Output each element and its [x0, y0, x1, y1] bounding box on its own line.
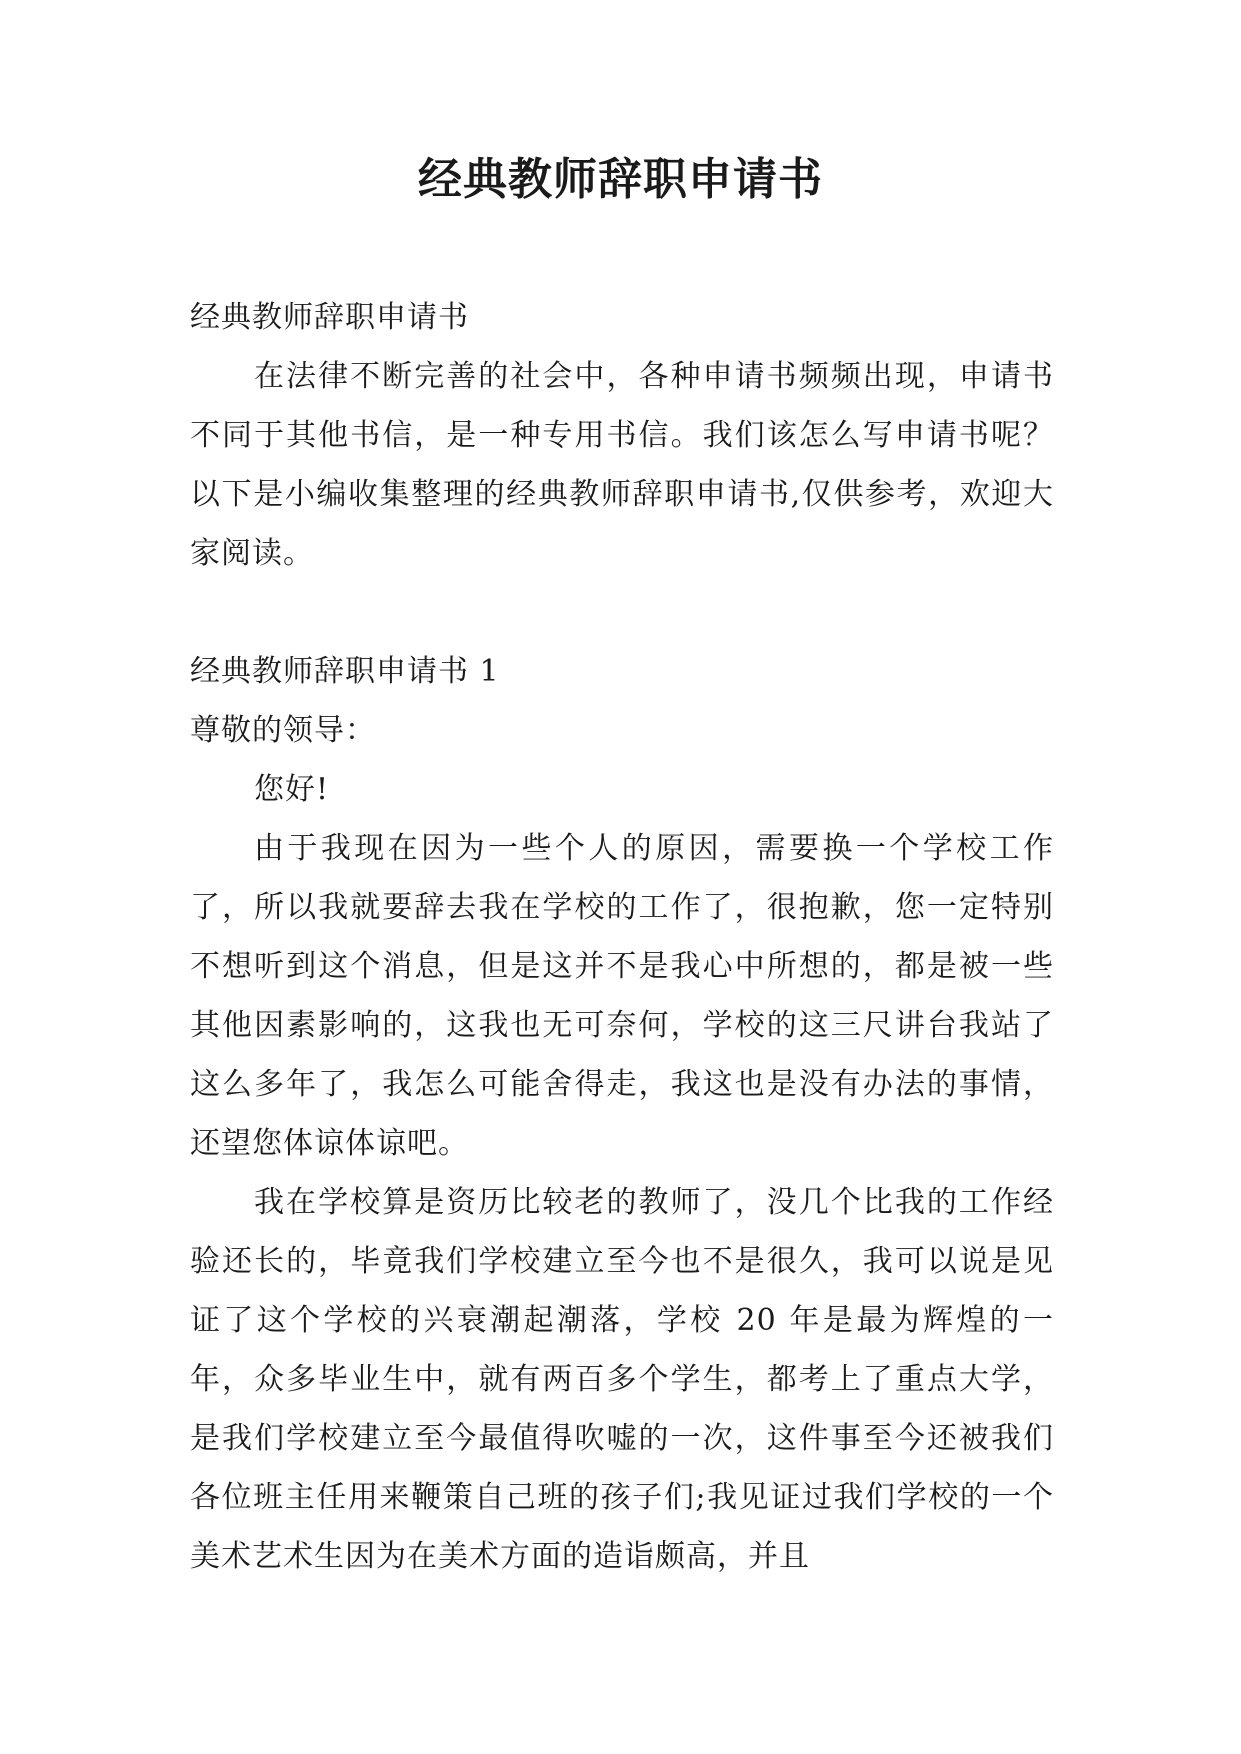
- intro-paragraph: 在法律不断完善的社会中，各种申请书频频出现，申请书不同于其他书信，是一种专用书信。我们该怎么写申请书呢？以下是小编收集整理的经典教师辞职申请书,仅供参考，欢迎大家阅读。: [190, 359, 1054, 571]
- intro-heading: 经典教师辞职申请书: [190, 300, 469, 335]
- body-paragraph: 由于我现在因为一些个人的原因，需要换一个学校工作了，所以我就要辞去我在学校的工作了，很抱歉，您一定特别不想听到这个消息，但是这并不是我心中所想的，都是被一些其他因素影响的，这我也无可奈何，学校的这三尺讲台我站了这么多年了，我怎么可能舍得走，我这也是没有办法的事情，还望您体谅体谅吧。: [190, 831, 1054, 1161]
- salutation: 尊敬的领导：: [190, 713, 376, 748]
- body-paragraph: 我在学校算是资历比较老的教师了，没几个比我的工作经验还长的，毕竟我们学校建立至今也不是很久，我可以说是见证了这个学校的兴衰潮起潮落，学校 20 年是最为辉煌的一年，众多毕业生中，就有两百多个学生，都考上了重点大学，是我们学校建立至今最值得吹嘘的一次，这件事至今还被我们各位班主任用来鞭策自己班的孩子们;我见证过我们学校的一个美术艺术生因为在美术方面的造诣颇高，并且: [190, 1185, 1054, 1574]
- section-spacer: [190, 583, 1054, 642]
- greeting: 您好!: [254, 772, 330, 807]
- document-title: 经典教师辞职申请书: [418, 154, 823, 205]
- section-heading: 经典教师辞职申请书 1: [190, 654, 500, 689]
- document-body: [190, 288, 1054, 1586]
